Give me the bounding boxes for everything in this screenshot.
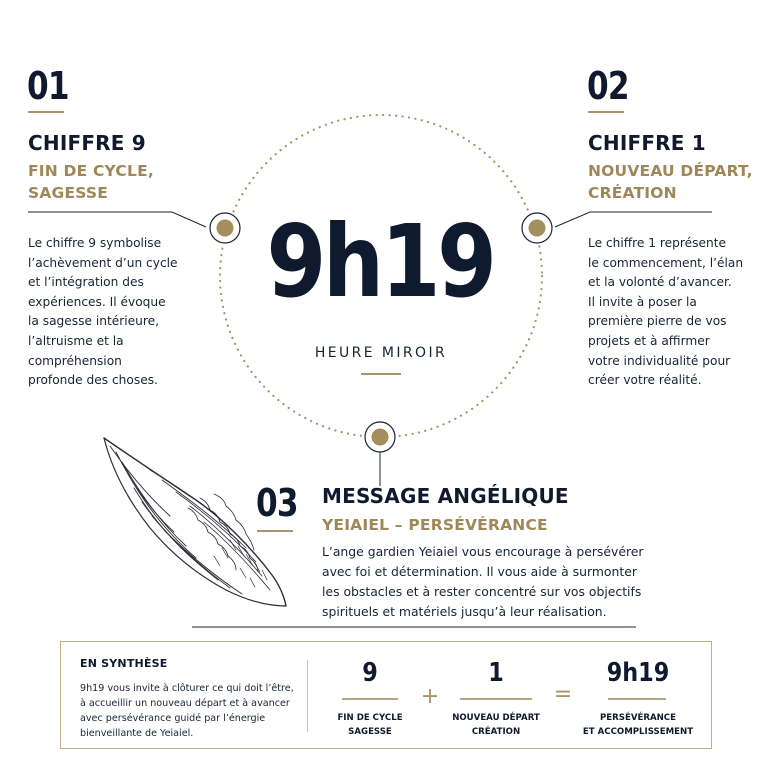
node-marker-bottom [365, 422, 395, 452]
summary-result-rule [608, 698, 666, 700]
summary-term1-label [320, 711, 420, 739]
summary-term1-rule [342, 698, 398, 700]
section1-title: CHIFFRE 9 [28, 131, 146, 155]
summary-term1-value: 9 [362, 658, 378, 688]
section1-body-line: la sagesse intérieure, [28, 314, 159, 329]
section1-body-line: Le chiffre 9 symbolise [28, 236, 162, 250]
summary-body-line: bienveillante de Yeiaiel. [80, 728, 194, 739]
section2-title: CHIFFRE 1 [588, 131, 706, 155]
node-marker-left [210, 213, 240, 243]
node-marker-right [522, 213, 552, 243]
summary-term2-label [446, 711, 546, 739]
summary-result-label-line2: ET ACCOMPLISSEMENT [582, 727, 694, 737]
section2-body-line: le commencement, l’élan [588, 255, 744, 270]
summary-divider [307, 660, 308, 732]
summary-title: EN SYNTHÈSE [80, 657, 168, 670]
section2-body-line: projets et à affirmer [588, 333, 710, 348]
center-rule [361, 373, 401, 375]
section1-number: 01 [27, 64, 69, 108]
center-time: 9h19 [266, 203, 494, 320]
summary-term2-label-line2: CRÉATION [471, 727, 521, 737]
summary-term1-label-line2: SAGESSE [348, 727, 392, 737]
section2-number: 02 [587, 64, 629, 108]
section3-body-line: L’ange gardien Yeiaiel vous encourage à persévérer [322, 544, 644, 559]
section1-subtitle [28, 160, 154, 204]
section1-body-line: expériences. Il évoque [28, 294, 166, 309]
section2-body-line: première pierre de vos [588, 314, 727, 329]
summary-result-label [578, 711, 698, 739]
section2-number-underline [588, 111, 624, 113]
center-label: HEURE MIROIR [314, 345, 448, 361]
section3-body-line: les obstacles et à rester concentré sur vos objectifs [322, 584, 642, 599]
summary-body-line: à accueillir un nouveau départ et à avancer [80, 698, 290, 709]
section1-body-line: compréhension [28, 353, 122, 368]
summary-body-line: avec persévérance guidé par l’énergie [80, 713, 266, 724]
section3-title: MESSAGE ANGÉLIQUE [322, 484, 569, 508]
section1-number-underline [28, 111, 64, 113]
summary-term2-label-line1: NOUVEAU DÉPART [452, 713, 540, 723]
section3-body [322, 542, 722, 622]
section2-body [588, 234, 763, 391]
section2-body-line: Il invite à poser la [588, 294, 697, 309]
summary-term2-value: 1 [488, 658, 504, 688]
connector-line-right [555, 212, 712, 227]
section1-body [28, 234, 208, 391]
section2-subtitle-line1: NOUVEAU DÉPART, [588, 162, 753, 180]
summary-result-value: 9h19 [606, 658, 670, 688]
section3-number: 03 [256, 481, 298, 525]
connector-line-left [28, 212, 206, 227]
summary-term1-label-line1: FIN DE CYCLE [337, 713, 403, 723]
summary-plus-operator: + [420, 684, 440, 709]
section2-body-line: votre individualité pour [588, 353, 731, 368]
section1-body-line: et l’intégration des [28, 275, 144, 290]
section2-subtitle-line2: CRÉATION [588, 184, 677, 202]
section1-body-line: profonde des choses. [28, 373, 158, 388]
section2-body-line: et la volonté d’avancer. [588, 275, 732, 290]
section1-subtitle-line2: SAGESSE [28, 184, 109, 202]
section1-body-line: l’altruisme et la [28, 333, 124, 348]
section2-body-line: Le chiffre 1 représente [588, 236, 726, 250]
section3-number-underline [257, 530, 293, 532]
summary-result-label-line1: PERSÉVÉRANCE [599, 713, 676, 723]
section3-body-line: avec foi et détermination. Il vous aide à surmonter [322, 564, 637, 579]
summary-equals-operator: = [553, 682, 573, 707]
summary-body [80, 681, 300, 741]
section1-body-line: l’achèvement d’un cycle [28, 255, 178, 270]
summary-term2-rule [460, 698, 532, 700]
summary-body-line: 9h19 vous invite à clôturer ce qui doit l’être, [80, 683, 294, 694]
section2-body-line: créer votre réalité. [588, 373, 702, 388]
section2-subtitle [588, 160, 753, 204]
section3-subtitle: YEIAIEL – PERSÉVÉRANCE [322, 516, 548, 534]
section1-subtitle-line1: FIN DE CYCLE, [28, 162, 154, 180]
section3-body-line: spirituels et matériels jusqu’à leur réalisation. [322, 604, 607, 619]
